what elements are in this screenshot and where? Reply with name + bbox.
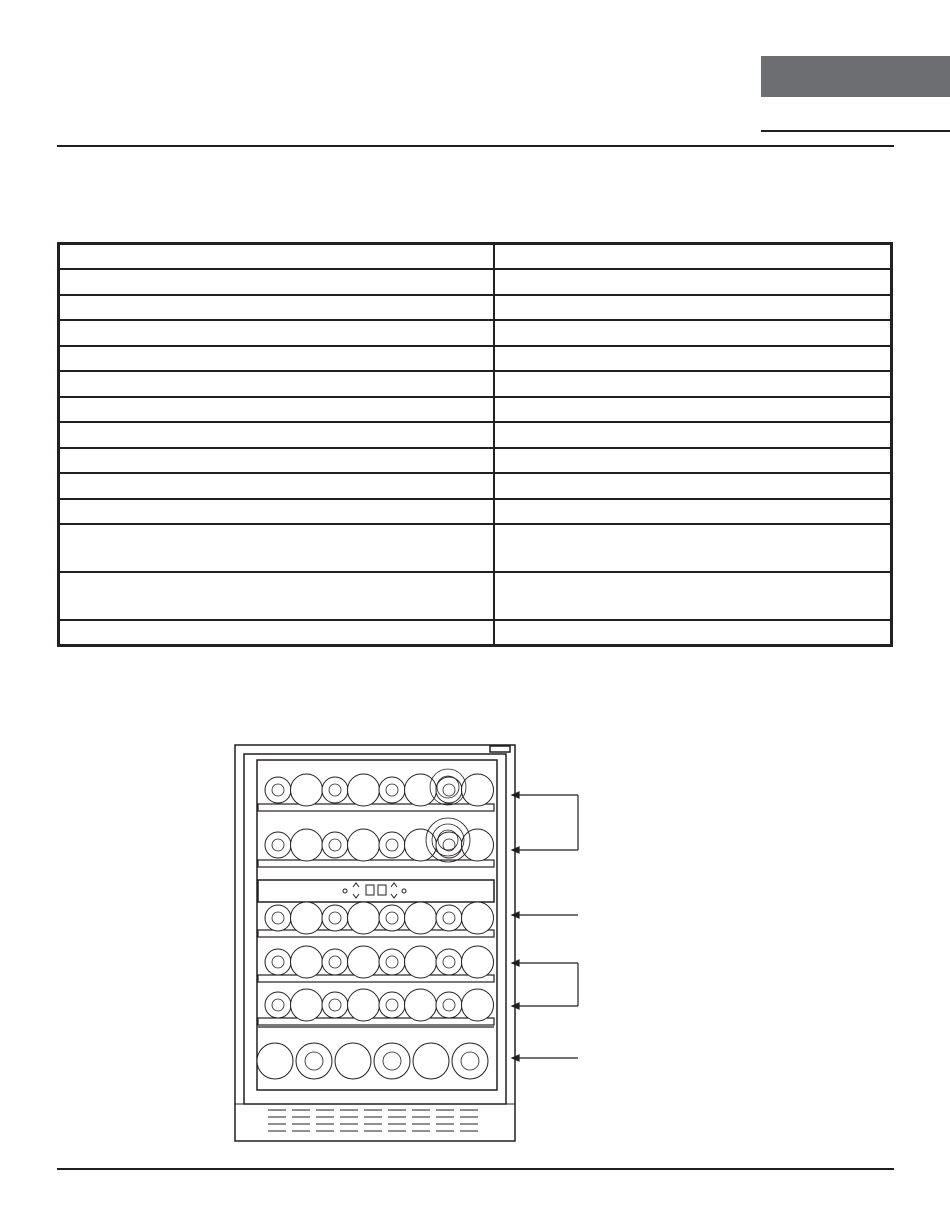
- shelf-rail: [258, 1018, 494, 1025]
- spec-row: [59, 473, 892, 499]
- bottle-end: [265, 777, 291, 803]
- spec-label: [59, 448, 495, 474]
- bottle-end: [405, 989, 437, 1021]
- language-tab-underline: [761, 130, 950, 132]
- shelf-rail: [258, 860, 494, 867]
- shelf-rail: [258, 804, 494, 811]
- spec-value: [494, 269, 892, 295]
- spec-row: [59, 371, 892, 397]
- bottle-end: [296, 1043, 332, 1079]
- arrow-head-icon: [512, 1055, 519, 1061]
- zone-display-lower: [378, 885, 386, 895]
- spec-label: [59, 346, 495, 372]
- bottle-end: [322, 992, 348, 1018]
- bottle-end: [436, 905, 462, 931]
- bottle-end: [462, 829, 494, 861]
- bottle-end: [436, 949, 462, 975]
- spec-label: [59, 244, 495, 270]
- shelf-rail: [258, 975, 494, 982]
- spec-row: [59, 244, 892, 270]
- bottle-end: [322, 777, 348, 803]
- kick-plate-vent: [235, 1104, 515, 1141]
- wine-refrigerator-diagram: [230, 738, 590, 1148]
- header-rule: [57, 145, 894, 147]
- bottle-end: [265, 949, 291, 975]
- arrow-head-icon: [512, 1003, 519, 1009]
- control-buttons: [343, 883, 406, 898]
- shelf-rail: [258, 930, 494, 937]
- bottle-end: [348, 946, 380, 978]
- spec-value: [494, 346, 892, 372]
- door-hinge: [490, 746, 510, 752]
- bottle-end: [374, 1043, 410, 1079]
- bottle-end: [379, 949, 405, 975]
- bottle-end: [291, 902, 323, 934]
- bottle-end: [257, 1043, 293, 1079]
- spec-label: [59, 524, 495, 572]
- spec-row: [59, 620, 892, 646]
- spec-label: [59, 269, 495, 295]
- bottle-end: [265, 905, 291, 931]
- spec-value: [494, 320, 892, 346]
- spec-label: [59, 473, 495, 499]
- bottle-end: [462, 946, 494, 978]
- specifications-table: [57, 242, 893, 647]
- bottle-end: [462, 989, 494, 1021]
- spec-label: [59, 422, 495, 448]
- temp-up-icon: [353, 883, 397, 887]
- bottle-end: [452, 1043, 488, 1079]
- arrow-head-icon: [512, 960, 519, 966]
- bottle-end: [436, 992, 462, 1018]
- spec-value: [494, 620, 892, 646]
- spec-label: [59, 295, 495, 321]
- spec-row: [59, 499, 892, 525]
- bottle-end: [322, 905, 348, 931]
- spec-label: [59, 499, 495, 525]
- spec-row: [59, 422, 892, 448]
- bottle-end: [379, 905, 405, 931]
- bottle-end: [379, 992, 405, 1018]
- spec-row: [59, 346, 892, 372]
- bottle-group: [257, 774, 494, 1079]
- spec-row: [59, 295, 892, 321]
- bottle-end: [322, 832, 348, 858]
- bottle-end: [348, 774, 380, 806]
- arrow-head-icon: [512, 912, 519, 918]
- spec-row: [59, 572, 892, 620]
- bottle-end: [462, 774, 494, 806]
- bottle-end: [436, 777, 462, 803]
- bottle-end: [462, 902, 494, 934]
- arrow-head-icon: [512, 847, 519, 853]
- spec-label: [59, 620, 495, 646]
- bottle-end: [291, 946, 323, 978]
- zone-display-upper: [366, 885, 374, 895]
- bottle-end: [379, 832, 405, 858]
- language-tab: [761, 56, 950, 97]
- bottle-end: [291, 774, 323, 806]
- bottle-end: [322, 949, 348, 975]
- footer-rule: [57, 1168, 894, 1170]
- spec-label: [59, 320, 495, 346]
- control-panel: [258, 880, 494, 902]
- spec-row: [59, 320, 892, 346]
- spec-value: [494, 448, 892, 474]
- temp-down-icon: [353, 894, 397, 898]
- bottle-end: [405, 829, 437, 861]
- bottle-end: [291, 829, 323, 861]
- spec-row: [59, 397, 892, 423]
- spec-row: [59, 448, 892, 474]
- bottle-end: [291, 989, 323, 1021]
- spec-value: [494, 244, 892, 270]
- spec-row: [59, 269, 892, 295]
- spec-label: [59, 572, 495, 620]
- power-button-icon: [343, 889, 347, 893]
- bottle-end: [405, 902, 437, 934]
- light-button-icon: [402, 889, 406, 893]
- spec-row: [59, 524, 892, 572]
- spec-value: [494, 371, 892, 397]
- bottle-end: [265, 992, 291, 1018]
- spec-value: [494, 473, 892, 499]
- spec-value: [494, 397, 892, 423]
- spec-value: [494, 524, 892, 572]
- bottle-end: [335, 1043, 371, 1079]
- bottle-end: [265, 832, 291, 858]
- bottle-end: [405, 946, 437, 978]
- bottle-end: [348, 989, 380, 1021]
- callout-arrows: [512, 792, 578, 1061]
- bottle-end: [413, 1043, 449, 1079]
- spec-value: [494, 499, 892, 525]
- spec-value: [494, 572, 892, 620]
- bottle-end: [348, 902, 380, 934]
- arrow-head-icon: [512, 792, 519, 798]
- spec-value: [494, 295, 892, 321]
- bottle-end: [379, 777, 405, 803]
- spec-value: [494, 422, 892, 448]
- bottle-end: [348, 829, 380, 861]
- spec-label: [59, 371, 495, 397]
- spec-label: [59, 397, 495, 423]
